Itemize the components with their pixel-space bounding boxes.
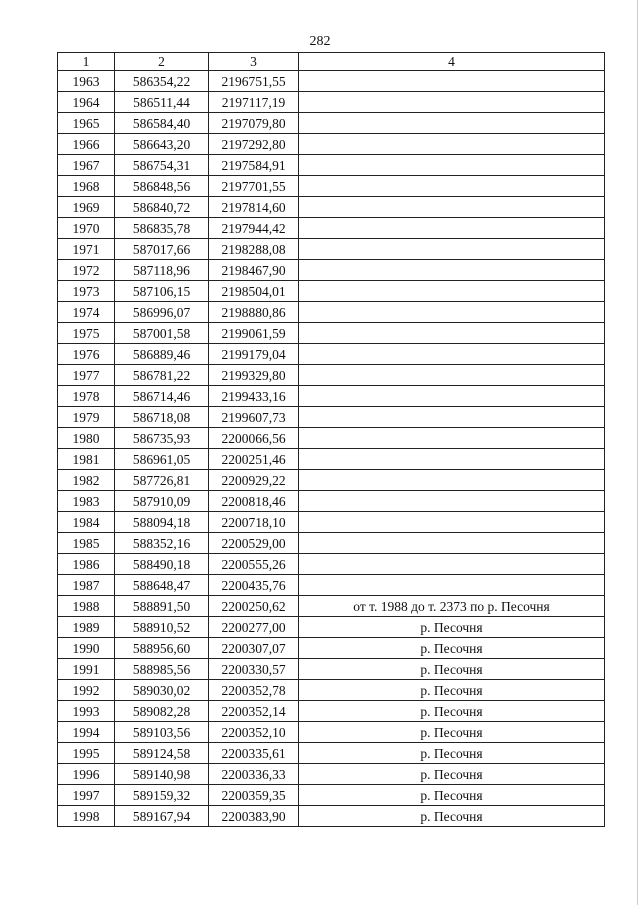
page-edge-line [637,0,638,905]
table-row [58,92,605,113]
x-coordinate-cell: 586781,22 [115,365,209,386]
x-coordinate-cell: 589030,02 [115,680,209,701]
point-number-cell: 1991 [58,659,115,680]
table-row [58,743,605,764]
y-coordinate-cell: 2200359,35 [209,785,299,806]
column-header-3: 3 [209,53,299,71]
point-number-cell: 1968 [58,176,115,197]
y-coordinate-cell: 2198504,01 [209,281,299,302]
description-cell [299,197,605,218]
y-coordinate-cell: 2199607,73 [209,407,299,428]
y-coordinate-cell: 2200336,33 [209,764,299,785]
x-coordinate-cell: 587910,09 [115,491,209,512]
table-row [58,407,605,428]
y-coordinate-cell: 2199433,16 [209,386,299,407]
column-header-4: 4 [299,53,605,71]
page-number: 282 [309,34,331,49]
description-cell [299,239,605,260]
column-header-1: 1 [58,53,115,71]
y-coordinate-cell: 2200529,00 [209,533,299,554]
table-row [58,554,605,575]
x-coordinate-cell: 588985,56 [115,659,209,680]
description-cell [299,134,605,155]
table-row [58,701,605,722]
x-coordinate-cell: 588648,47 [115,575,209,596]
column-header-2: 2 [115,53,209,71]
x-coordinate-cell: 589159,32 [115,785,209,806]
description-cell: р. Песочня [299,701,605,722]
description-cell [299,512,605,533]
table-row [58,764,605,785]
y-coordinate-cell: 2198880,86 [209,302,299,323]
point-number-cell: 1980 [58,428,115,449]
x-coordinate-cell: 586840,72 [115,197,209,218]
table-row [58,596,605,617]
point-number-cell: 1974 [58,302,115,323]
table-row [58,680,605,701]
table-row [58,323,605,344]
description-cell [299,365,605,386]
point-number-cell: 1995 [58,743,115,764]
description-cell [299,218,605,239]
point-number-cell: 1998 [58,806,115,827]
y-coordinate-cell: 2200307,07 [209,638,299,659]
point-number-cell: 1979 [58,407,115,428]
point-number-cell: 1963 [58,71,115,92]
y-coordinate-cell: 2197117,19 [209,92,299,113]
point-number-cell: 1970 [58,218,115,239]
table-row [58,218,605,239]
table-row [58,176,605,197]
point-number-cell: 1971 [58,239,115,260]
description-cell [299,323,605,344]
table-row [58,239,605,260]
x-coordinate-cell: 586754,31 [115,155,209,176]
point-number-cell: 1988 [58,596,115,617]
description-cell [299,344,605,365]
y-coordinate-cell: 2200352,14 [209,701,299,722]
x-coordinate-cell: 587118,96 [115,260,209,281]
x-coordinate-cell: 587106,15 [115,281,209,302]
x-coordinate-cell: 588094,18 [115,512,209,533]
table-row [58,302,605,323]
table-row [58,386,605,407]
y-coordinate-cell: 2200818,46 [209,491,299,512]
point-number-cell: 1983 [58,491,115,512]
table-row [58,785,605,806]
y-coordinate-cell: 2200718,10 [209,512,299,533]
x-coordinate-cell: 586714,46 [115,386,209,407]
table-row [58,575,605,596]
x-coordinate-cell: 589167,94 [115,806,209,827]
x-coordinate-cell: 586835,78 [115,218,209,239]
description-cell [299,449,605,470]
y-coordinate-cell: 2200435,76 [209,575,299,596]
table-row [58,113,605,134]
table-row [58,344,605,365]
y-coordinate-cell: 2199061,59 [209,323,299,344]
y-coordinate-cell: 2200330,57 [209,659,299,680]
description-cell [299,407,605,428]
x-coordinate-cell: 586643,20 [115,134,209,155]
point-number-cell: 1996 [58,764,115,785]
point-number-cell: 1978 [58,386,115,407]
point-number-cell: 1973 [58,281,115,302]
y-coordinate-cell: 2197584,91 [209,155,299,176]
y-coordinate-cell: 2197814,60 [209,197,299,218]
x-coordinate-cell: 586848,56 [115,176,209,197]
description-cell: р. Песочня [299,785,605,806]
y-coordinate-cell: 2199329,80 [209,365,299,386]
table-row [58,617,605,638]
description-cell: р. Песочня [299,722,605,743]
y-coordinate-cell: 2197944,42 [209,218,299,239]
description-cell [299,302,605,323]
description-cell [299,491,605,512]
description-cell [299,533,605,554]
x-coordinate-cell: 586735,93 [115,428,209,449]
description-cell [299,575,605,596]
y-coordinate-cell: 2200066,56 [209,428,299,449]
point-number-cell: 1992 [58,680,115,701]
y-coordinate-cell: 2200277,00 [209,617,299,638]
point-number-cell: 1965 [58,113,115,134]
point-number-cell: 1969 [58,197,115,218]
table-row [58,806,605,827]
coordinates-table [57,52,605,827]
x-coordinate-cell: 589082,28 [115,701,209,722]
x-coordinate-cell: 586511,44 [115,92,209,113]
table-body [58,71,605,827]
x-coordinate-cell: 586889,46 [115,344,209,365]
point-number-cell: 1989 [58,617,115,638]
table-row [58,659,605,680]
table-row [58,365,605,386]
table-row [58,512,605,533]
x-coordinate-cell: 586354,22 [115,71,209,92]
description-cell [299,428,605,449]
y-coordinate-cell: 2200250,62 [209,596,299,617]
y-coordinate-cell: 2197079,80 [209,113,299,134]
y-coordinate-cell: 2197292,80 [209,134,299,155]
table-row [58,134,605,155]
x-coordinate-cell: 588956,60 [115,638,209,659]
y-coordinate-cell: 2198467,90 [209,260,299,281]
y-coordinate-cell: 2199179,04 [209,344,299,365]
table-row [58,71,605,92]
description-cell: р. Песочня [299,617,605,638]
y-coordinate-cell: 2200555,26 [209,554,299,575]
description-cell [299,470,605,491]
description-cell: р. Песочня [299,764,605,785]
x-coordinate-cell: 586584,40 [115,113,209,134]
description-cell: р. Песочня [299,680,605,701]
point-number-cell: 1985 [58,533,115,554]
point-number-cell: 1967 [58,155,115,176]
y-coordinate-cell: 2200352,10 [209,722,299,743]
table-header-row [58,53,605,71]
description-cell [299,155,605,176]
table-row [58,197,605,218]
description-cell [299,92,605,113]
x-coordinate-cell: 588352,16 [115,533,209,554]
point-number-cell: 1990 [58,638,115,659]
point-number-cell: 1994 [58,722,115,743]
y-coordinate-cell: 2200383,90 [209,806,299,827]
table-row [58,428,605,449]
description-cell [299,113,605,134]
point-number-cell: 1981 [58,449,115,470]
table-row [58,533,605,554]
point-number-cell: 1982 [58,470,115,491]
x-coordinate-cell: 589140,98 [115,764,209,785]
x-coordinate-cell: 586718,08 [115,407,209,428]
x-coordinate-cell: 586996,07 [115,302,209,323]
description-cell [299,554,605,575]
y-coordinate-cell: 2200335,61 [209,743,299,764]
table-row [58,638,605,659]
point-number-cell: 1986 [58,554,115,575]
point-number-cell: 1975 [58,323,115,344]
description-cell: от т. 1988 до т. 2373 по р. Песочня [299,596,605,617]
point-number-cell: 1997 [58,785,115,806]
table-row [58,281,605,302]
x-coordinate-cell: 587001,58 [115,323,209,344]
y-coordinate-cell: 2196751,55 [209,71,299,92]
point-number-cell: 1972 [58,260,115,281]
description-cell: р. Песочня [299,743,605,764]
x-coordinate-cell: 588891,50 [115,596,209,617]
description-cell [299,260,605,281]
x-coordinate-cell: 589103,56 [115,722,209,743]
y-coordinate-cell: 2198288,08 [209,239,299,260]
y-coordinate-cell: 2197701,55 [209,176,299,197]
x-coordinate-cell: 588910,52 [115,617,209,638]
description-cell [299,281,605,302]
point-number-cell: 1976 [58,344,115,365]
x-coordinate-cell: 588490,18 [115,554,209,575]
description-cell: р. Песочня [299,806,605,827]
table-header [58,53,605,71]
description-cell [299,386,605,407]
table-row [58,491,605,512]
x-coordinate-cell: 589124,58 [115,743,209,764]
y-coordinate-cell: 2200251,46 [209,449,299,470]
x-coordinate-cell: 587726,81 [115,470,209,491]
point-number-cell: 1993 [58,701,115,722]
table-row [58,722,605,743]
point-number-cell: 1977 [58,365,115,386]
description-cell [299,176,605,197]
table-row [58,155,605,176]
description-cell: р. Песочня [299,638,605,659]
point-number-cell: 1964 [58,92,115,113]
point-number-cell: 1987 [58,575,115,596]
x-coordinate-cell: 587017,66 [115,239,209,260]
description-cell [299,71,605,92]
y-coordinate-cell: 2200929,22 [209,470,299,491]
table-row [58,449,605,470]
description-cell: р. Песочня [299,659,605,680]
table-row [58,470,605,491]
table-row [58,260,605,281]
x-coordinate-cell: 586961,05 [115,449,209,470]
point-number-cell: 1966 [58,134,115,155]
y-coordinate-cell: 2200352,78 [209,680,299,701]
point-number-cell: 1984 [58,512,115,533]
